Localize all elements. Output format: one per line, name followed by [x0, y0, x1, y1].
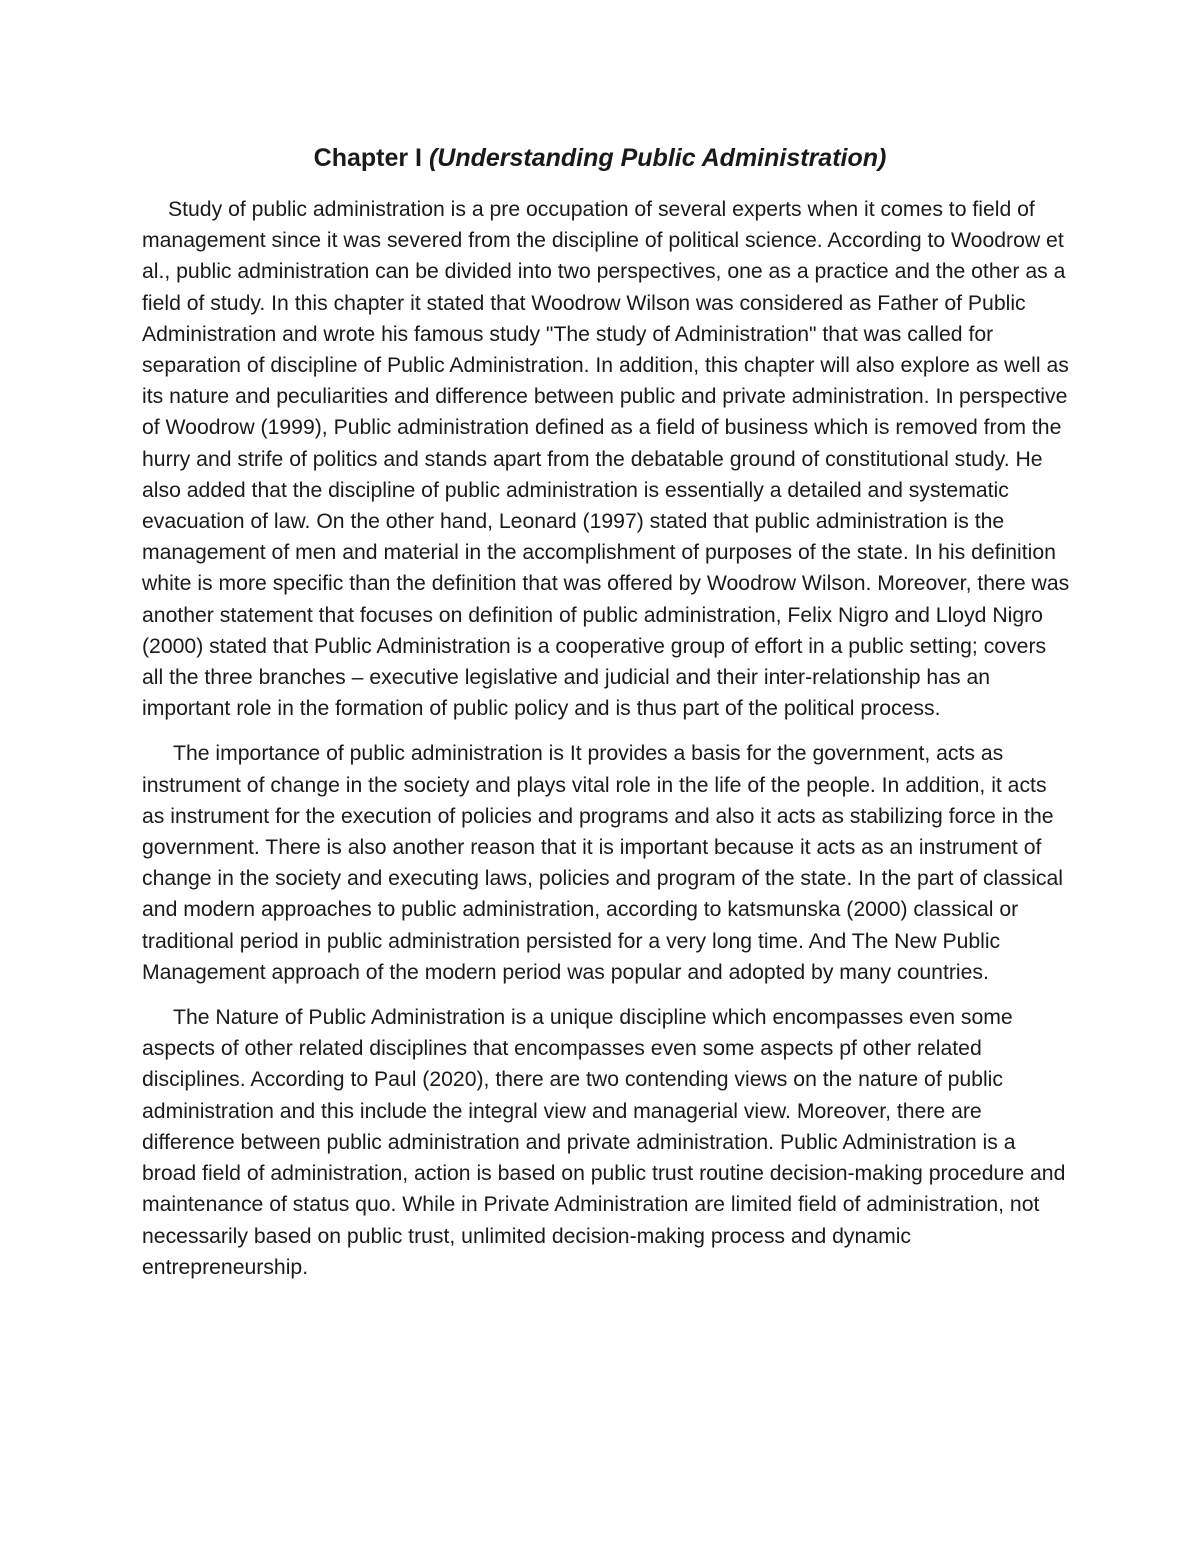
paragraph-nature: The Nature of Public Administration is a unique discipline which encompasses even some aspects of other related disciplines that encompasses even some aspects pf other related disciplines. According to Paul (2020), there are two contending views on the nature of public administration and this include the integral view and managerial view. Moreover, there are difference between public administration and private administration. Public Administration is a broad field of administration, action is based on public trust routine decision-making procedure and maintenance of status quo. While in Private Administration are limited field of administration, not necessarily based on public trust, unlimited decision-making process and dynamic entrepreneurship.: [142, 1006, 1066, 1279]
document-body: [142, 194, 1072, 1297]
chapter-title: [0, 141, 1200, 175]
paragraph-importance: The importance of public administration is It provides a basis for the government, acts as instrument of change in the society and plays vital role in the life of the people. In addition, it acts as instrument for the execution of policies and programs and also it acts as stabilizing force in the government. There is also another reason that it is important because it acts as an instrument of change in the society and executing laws, policies and program of the state. In the part of classical and modern approaches to public administration, according to katsmunska (2000) classical or traditional period in public administration persisted for a very long time. And The New Public Management approach of the modern period was popular and adopted by many countries.: [142, 742, 1064, 984]
paragraph-definition: Study of public administration is a pre occupation of several experts when it comes to field of management since it was severed from the discipline of political science. According to Woodrow et al., public administration can be divided into two perspectives, one as a practice and the other as a field of study. In this chapter it stated that Woodrow Wilson was considered as Father of Public Administration and wrote his famous study "The study of Administration" that was called for separation of discipline of Public Administration. In addition, this chapter will also explore as well as its nature and peculiarities and difference between public and private administration. In perspective of Woodrow (1999), Public administration defined as a field of business which is removed from the hurry and strife of politics and stands apart from the debatable ground of constitutional study. He also added that the discipline of public administration is essentially a detailed and systematic evacuation of law. On the other hand, Leonard (1997) stated that public administration is the management of men and material in the accomplishment of purposes of the state. In his definition white is more specific than the definition that was offered by Woodrow Wilson. Moreover, there was another statement that focuses on definition of public administration, Felix Nigro and Lloyd Nigro (2000) stated that Public Administration is a cooperative group of effort in a public setting; covers all the three branches – executive legislative and judicial and their inter-relationship has an important role in the formation of public policy and is thus part of the political process.: [142, 198, 1070, 721]
chapter-title-main: Chapter I: [313, 144, 429, 172]
chapter-title-subtitle: (Understanding Public Administration): [428, 144, 887, 172]
